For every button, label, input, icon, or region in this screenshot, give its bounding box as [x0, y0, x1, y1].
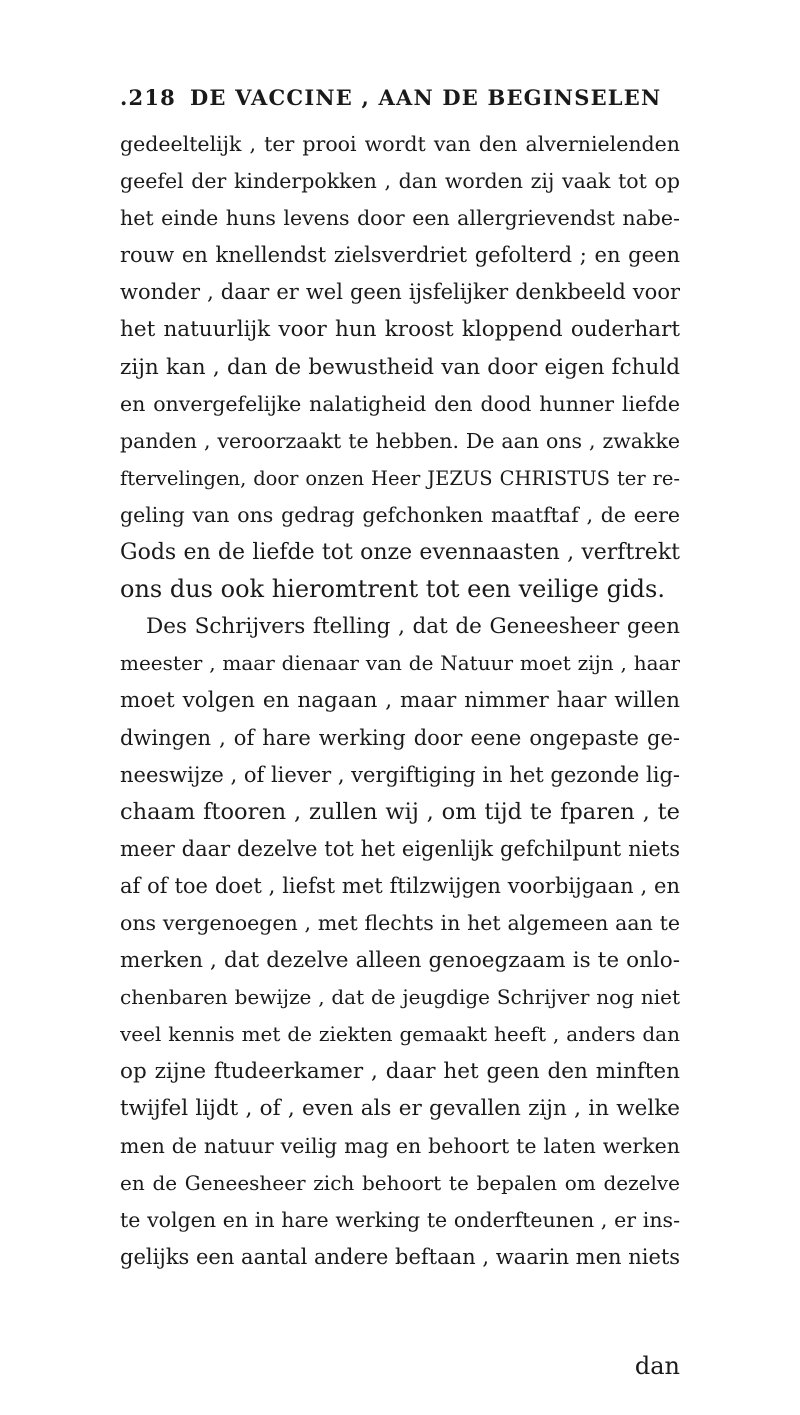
text-line: gelijks een aantal andere beftaan , waarin men niets	[120, 1244, 680, 1269]
paragraph-start-line: Des Schrijvers ftelling , dat de Geneesheer geen	[146, 614, 680, 640]
text-line: men de natuur veilig mag en behoort te laten werken	[120, 1133, 680, 1158]
page-number: .218	[120, 85, 176, 110]
running-head	[120, 85, 680, 119]
text-line: het natuurlijk voor hun kroost kloppend ouderhart	[120, 317, 680, 343]
text-line: neeswijze , of liever , vergiftiging in het gezonde lig-	[120, 762, 680, 787]
text-line: zijn kan , dan de bewustheid van door eigen fchuld	[120, 354, 680, 380]
text-line: moet volgen en nagaan , maar nimmer haar willen	[120, 688, 680, 714]
text-line: ons dus ook hieromtrent tot een veilige gids.	[120, 575, 665, 604]
running-title: DE VACCINE , AAN DE BEGINSELEN	[190, 85, 662, 110]
text-line: meester , maar dienaar van de Natuur moet zijn , haar	[120, 651, 680, 676]
text-line: en onvergefelijke nalatigheid den dood hunner liefde	[120, 391, 680, 416]
text-line: Gods en de liefde tot onze evennaasten , verftrekt	[120, 540, 680, 566]
text-line: merken , dat dezelve alleen genoegzaam is te onlo-	[120, 948, 680, 974]
text-line: rouw en knellendst zielsverdriet gefolterd ; en geen	[120, 243, 680, 268]
text-line: veel kennis met de ziekten gemaakt heeft , anders dan	[120, 1022, 680, 1047]
text-line: chaam ftooren , zullen wij , om tijd te fparen , te	[120, 798, 680, 825]
text-line: meer daar dezelve tot het eigenlijk gefchilpunt niets	[120, 836, 680, 861]
text-line: af of toe doet , liefst met ftilzwijgen voorbijgaan , en	[120, 873, 680, 898]
text-line: op zijne ftudeerkamer , daar het geen den minften	[120, 1059, 680, 1085]
text-line: geling van ons gedrag gefchonken maatftaf , de eere	[120, 502, 680, 527]
text-line: te volgen en in hare werking te onderfteunen , er ins-	[120, 1207, 680, 1232]
body-text	[120, 126, 680, 1276]
text-line: panden , veroorzaakt te hebben. De aan ons , zwakke	[120, 428, 680, 453]
text-line: en de Geneesheer zich behoort te bepalen om dezelve	[120, 1170, 680, 1195]
text-line: ons vergenoegen , met flechts in het algemeen aan te	[120, 910, 680, 935]
text-line: dwingen , of hare werking door eene ongepaste ge-	[120, 725, 680, 750]
text-line: wonder , daar er wel geen ijsfelijker denkbeeld voor	[120, 280, 680, 305]
text-line: geefel der kinderpokken , dan worden zij vaak tot op	[120, 169, 680, 194]
catchword: dan	[634, 1352, 680, 1380]
text-line: gedeeltelijk , ter prooi wordt van den alvernielenden	[120, 132, 680, 156]
text-line: ftervelingen, door onzen Heer JEZUS CHRISTUS ter re-	[120, 466, 680, 490]
text-line: chenbaren bewijze , dat de jeugdige Schrijver nog niet	[120, 985, 680, 1010]
text-line: het einde huns levens door een allergrievendst nabe-	[120, 206, 680, 231]
text-line: twijfel lijdt , of , even als er gevallen zijn , in welke	[120, 1096, 680, 1122]
